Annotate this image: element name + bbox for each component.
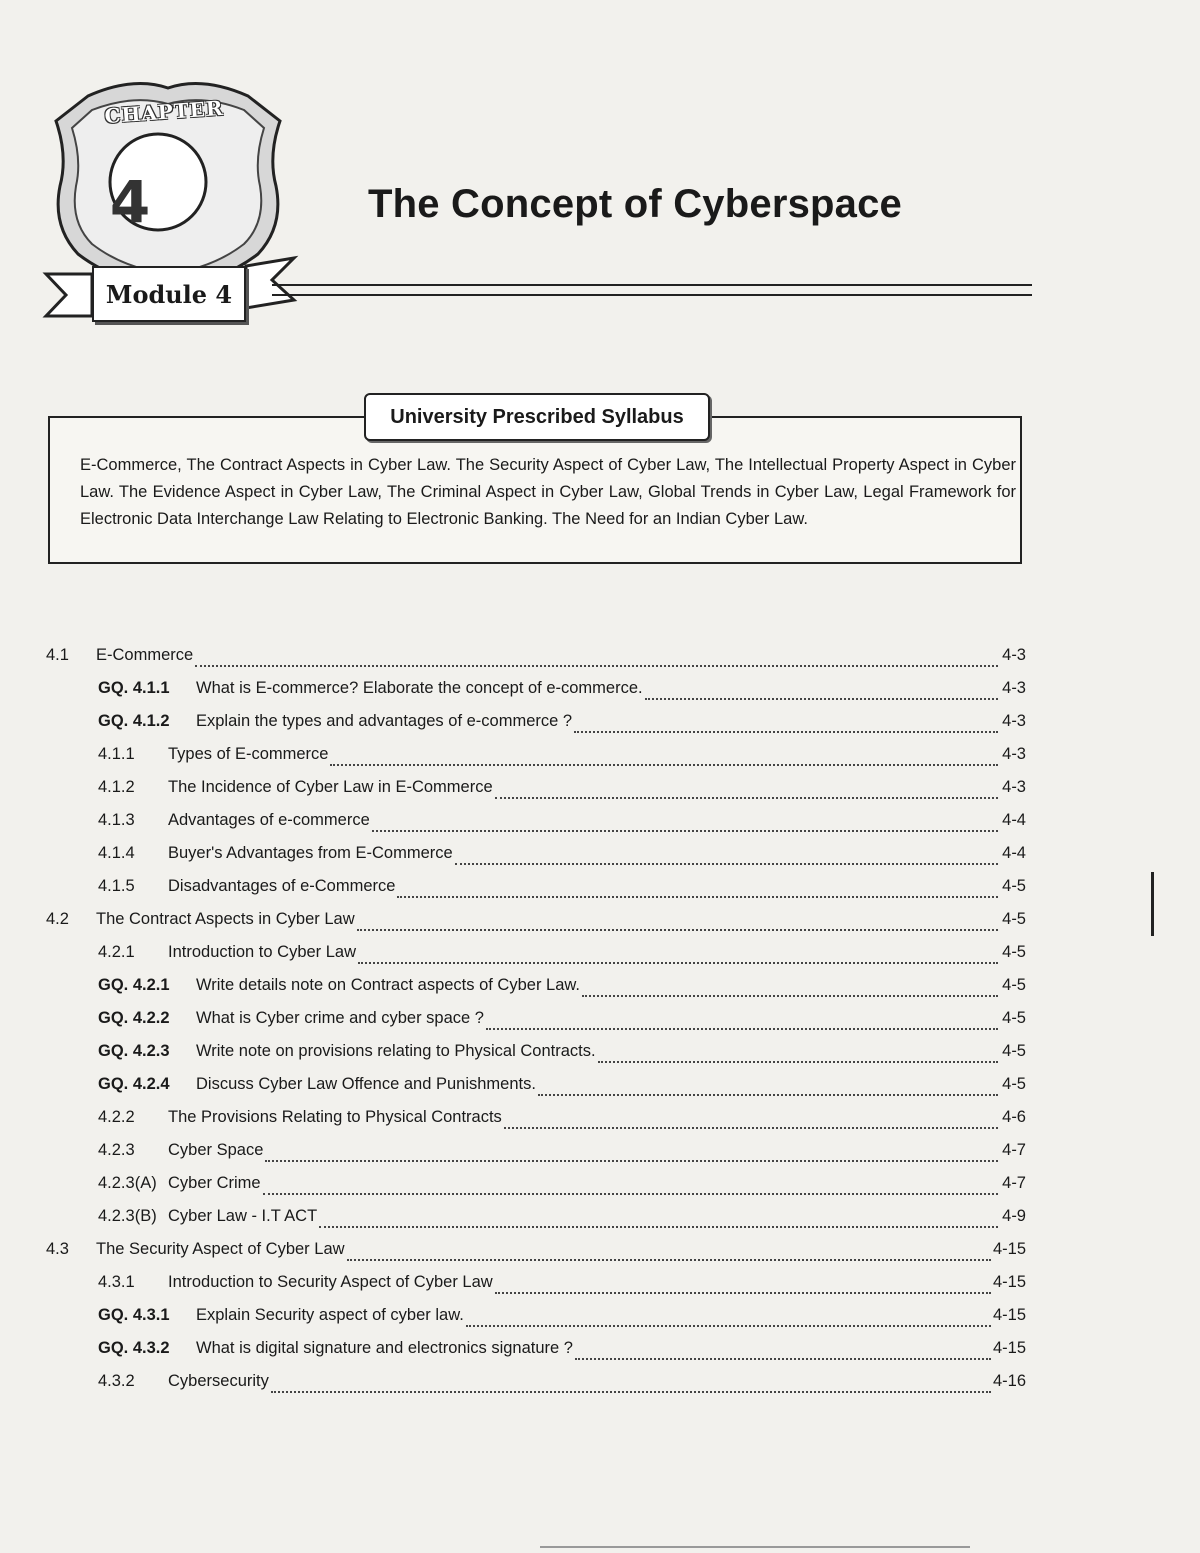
- toc-entry-number: 4.1.5: [98, 877, 135, 895]
- toc-entry-page: 4-7: [1002, 1174, 1026, 1192]
- toc-entry-page: 4-5: [1002, 1009, 1026, 1027]
- toc-entry-title: Cyber Space: [168, 1141, 264, 1159]
- toc-entry-number: 4.2.3(B): [98, 1207, 157, 1225]
- module-label: Module 4: [92, 266, 246, 322]
- syllabus-heading: University Prescribed Syllabus: [364, 393, 710, 441]
- toc-leader-dots: [372, 820, 998, 832]
- toc-entry-number: 4.3.2: [98, 1372, 135, 1390]
- toc-entry-page: 4-4: [1002, 844, 1026, 862]
- toc-entry-title: Cyber Law - I.T ACT: [168, 1207, 318, 1225]
- toc-entry: [46, 1372, 1026, 1405]
- toc-entry: [46, 1174, 1026, 1207]
- toc-entry-number: GQ. 4.2.3: [98, 1042, 170, 1060]
- toc-entry-title: Cyber Crime: [168, 1174, 261, 1192]
- toc-leader-dots: [265, 1150, 998, 1162]
- toc-entry-page: 4-6: [1002, 1108, 1026, 1126]
- toc-entry-page: 4-3: [1002, 646, 1026, 664]
- toc-entry-title: What is E-commerce? Elaborate the concept of e-commerce.: [196, 679, 643, 697]
- toc-entry-number: 4.2.3: [98, 1141, 135, 1159]
- toc-entry-page: 4-7: [1002, 1141, 1026, 1159]
- toc-entry: [46, 976, 1026, 1009]
- toc-leader-dots: [575, 1348, 991, 1360]
- toc-entry-page: 4-3: [1002, 712, 1026, 730]
- toc-entry: [46, 811, 1026, 844]
- toc-entry: [46, 1240, 1026, 1273]
- toc-leader-dots: [195, 655, 998, 667]
- toc-entry-page: 4-9: [1002, 1207, 1026, 1225]
- toc-entry-title: Introduction to Cyber Law: [168, 943, 357, 961]
- page-title: The Concept of Cyberspace: [368, 182, 903, 226]
- toc-entry: [46, 910, 1026, 943]
- toc-entry: [46, 1306, 1026, 1339]
- toc-entry-page: 4-5: [1002, 910, 1026, 928]
- toc-entry-number: GQ. 4.2.1: [98, 976, 170, 994]
- toc-entry-title: Explain the types and advantages of e-commerce ?: [196, 712, 573, 730]
- toc-entry-number: GQ. 4.1.2: [98, 712, 170, 730]
- toc-leader-dots: [495, 787, 998, 799]
- toc-entry-page: 4-5: [1002, 976, 1026, 994]
- toc-leader-dots: [330, 754, 998, 766]
- toc-entry: [46, 1273, 1026, 1306]
- toc-entry-title: The Contract Aspects in Cyber Law: [96, 910, 355, 928]
- toc-entry-number: 4.3: [46, 1240, 69, 1258]
- toc-entry-title: The Provisions Relating to Physical Contracts: [168, 1108, 502, 1126]
- page-edge-line: [540, 1546, 970, 1548]
- toc-entry-title: The Security Aspect of Cyber Law: [96, 1240, 345, 1258]
- toc-entry: [46, 745, 1026, 778]
- toc-entry-number: 4.2.1: [98, 943, 135, 961]
- toc-leader-dots: [504, 1117, 998, 1129]
- toc-entry: [46, 1009, 1026, 1042]
- toc-entry: [46, 943, 1026, 976]
- toc-entry-number: 4.2.2: [98, 1108, 135, 1126]
- toc-entry-number: 4.1.4: [98, 844, 135, 862]
- toc-entry-page: 4-16: [992, 1372, 1026, 1390]
- toc-entry-page: 4-3: [1002, 679, 1026, 697]
- toc-entry-number: 4.1.3: [98, 811, 135, 829]
- toc-leader-dots: [598, 1051, 998, 1063]
- toc-entry-page: 4-15: [992, 1306, 1026, 1324]
- toc-entry: [46, 1207, 1026, 1240]
- toc-entry-title: Cybersecurity: [168, 1372, 269, 1390]
- toc-leader-dots: [538, 1084, 998, 1096]
- toc-entry-page: 4-5: [1002, 1075, 1026, 1093]
- toc-entry-page: 4-5: [1002, 1042, 1026, 1060]
- toc-entry-page: 4-15: [992, 1273, 1026, 1291]
- toc-entry: [46, 844, 1026, 877]
- toc-entry-number: 4.3.1: [98, 1273, 135, 1291]
- toc-entry-number: GQ. 4.3.1: [98, 1306, 170, 1324]
- toc-entry-number: GQ. 4.1.1: [98, 679, 170, 697]
- toc-entry-page: 4-5: [1002, 943, 1026, 961]
- syllabus-text: E-Commerce, The Contract Aspects in Cyber Law. The Security Aspect of Cyber Law, The Intellectual Property Aspect in Cyber Law. The Evidence Aspect in Cyber Law, The Criminal Aspect in Cyber Law, Global Trends in Cyber Law, Legal Framework for Electronic Data Interchange Law Relating to Electronic Banking. The Need for an Indian Cyber Law.: [80, 456, 1016, 528]
- toc-leader-dots: [358, 952, 998, 964]
- toc-entry-title: Discuss Cyber Law Offence and Punishments.: [196, 1075, 536, 1093]
- toc-entry-page: 4-5: [1002, 877, 1026, 895]
- toc-entry-title: Advantages of e-commerce: [168, 811, 370, 829]
- toc-entry: [46, 1339, 1026, 1372]
- toc-entry: [46, 1141, 1026, 1174]
- toc-entry-title: Write note on provisions relating to Physical Contracts.: [196, 1042, 596, 1060]
- toc-entry: [46, 712, 1026, 745]
- toc-entry-number: GQ. 4.2.4: [98, 1075, 170, 1093]
- margin-mark: [1151, 872, 1154, 936]
- toc-entry-page: 4-15: [992, 1339, 1026, 1357]
- toc-leader-dots: [486, 1018, 998, 1030]
- toc-entry: [46, 877, 1026, 910]
- toc-entry: [46, 646, 1026, 679]
- toc-entry-page: 4-3: [1002, 778, 1026, 796]
- title-divider: [272, 284, 1032, 296]
- toc-entry-number: 4.1: [46, 646, 69, 664]
- toc-entry-page: 4-15: [992, 1240, 1026, 1258]
- toc-leader-dots: [319, 1216, 998, 1228]
- toc-entry-number: 4.1.1: [98, 745, 135, 763]
- toc-leader-dots: [397, 886, 998, 898]
- toc-entry-title: Buyer's Advantages from E-Commerce: [168, 844, 453, 862]
- toc-entry-number: GQ. 4.2.2: [98, 1009, 170, 1027]
- toc-leader-dots: [271, 1381, 991, 1393]
- toc-leader-dots: [263, 1183, 998, 1195]
- toc-leader-dots: [466, 1315, 991, 1327]
- toc-leader-dots: [455, 853, 998, 865]
- toc-leader-dots: [574, 721, 998, 733]
- toc-entry-title: Explain Security aspect of cyber law.: [196, 1306, 464, 1324]
- toc-entry: [46, 1042, 1026, 1075]
- toc-entry-title: Write details note on Contract aspects of Cyber Law.: [196, 976, 580, 994]
- toc-entry: [46, 679, 1026, 712]
- chapter-number: 4: [109, 168, 151, 236]
- toc-entry-title: Disadvantages of e-Commerce: [168, 877, 396, 895]
- toc-entry-number: 4.2: [46, 910, 69, 928]
- toc-leader-dots: [495, 1282, 991, 1294]
- toc-leader-dots: [357, 919, 998, 931]
- toc-entry: [46, 1108, 1026, 1141]
- toc-entry: [46, 1075, 1026, 1108]
- toc-entry-number: 4.2.3(A): [98, 1174, 157, 1192]
- toc-entry-title: Introduction to Security Aspect of Cyber Law: [168, 1273, 493, 1291]
- toc-leader-dots: [347, 1249, 991, 1261]
- toc-entry-number: GQ. 4.3.2: [98, 1339, 170, 1357]
- toc-entry-title: The Incidence of Cyber Law in E-Commerce: [168, 778, 493, 796]
- toc-entry-title: E-Commerce: [96, 646, 194, 664]
- toc-entry-title: What is digital signature and electronics signature ?: [196, 1339, 573, 1357]
- toc-entry-title: Types of E-commerce: [168, 745, 329, 763]
- toc-leader-dots: [645, 688, 998, 700]
- toc-entry-number: 4.1.2: [98, 778, 135, 796]
- toc-entry-page: 4-4: [1002, 811, 1026, 829]
- toc-entry: [46, 778, 1026, 811]
- toc-leader-dots: [582, 985, 998, 997]
- table-of-contents: [46, 646, 1026, 1405]
- toc-entry-page: 4-3: [1002, 745, 1026, 763]
- chapter-label: CHAPTER: [103, 95, 225, 129]
- toc-entry-title: What is Cyber crime and cyber space ?: [196, 1009, 484, 1027]
